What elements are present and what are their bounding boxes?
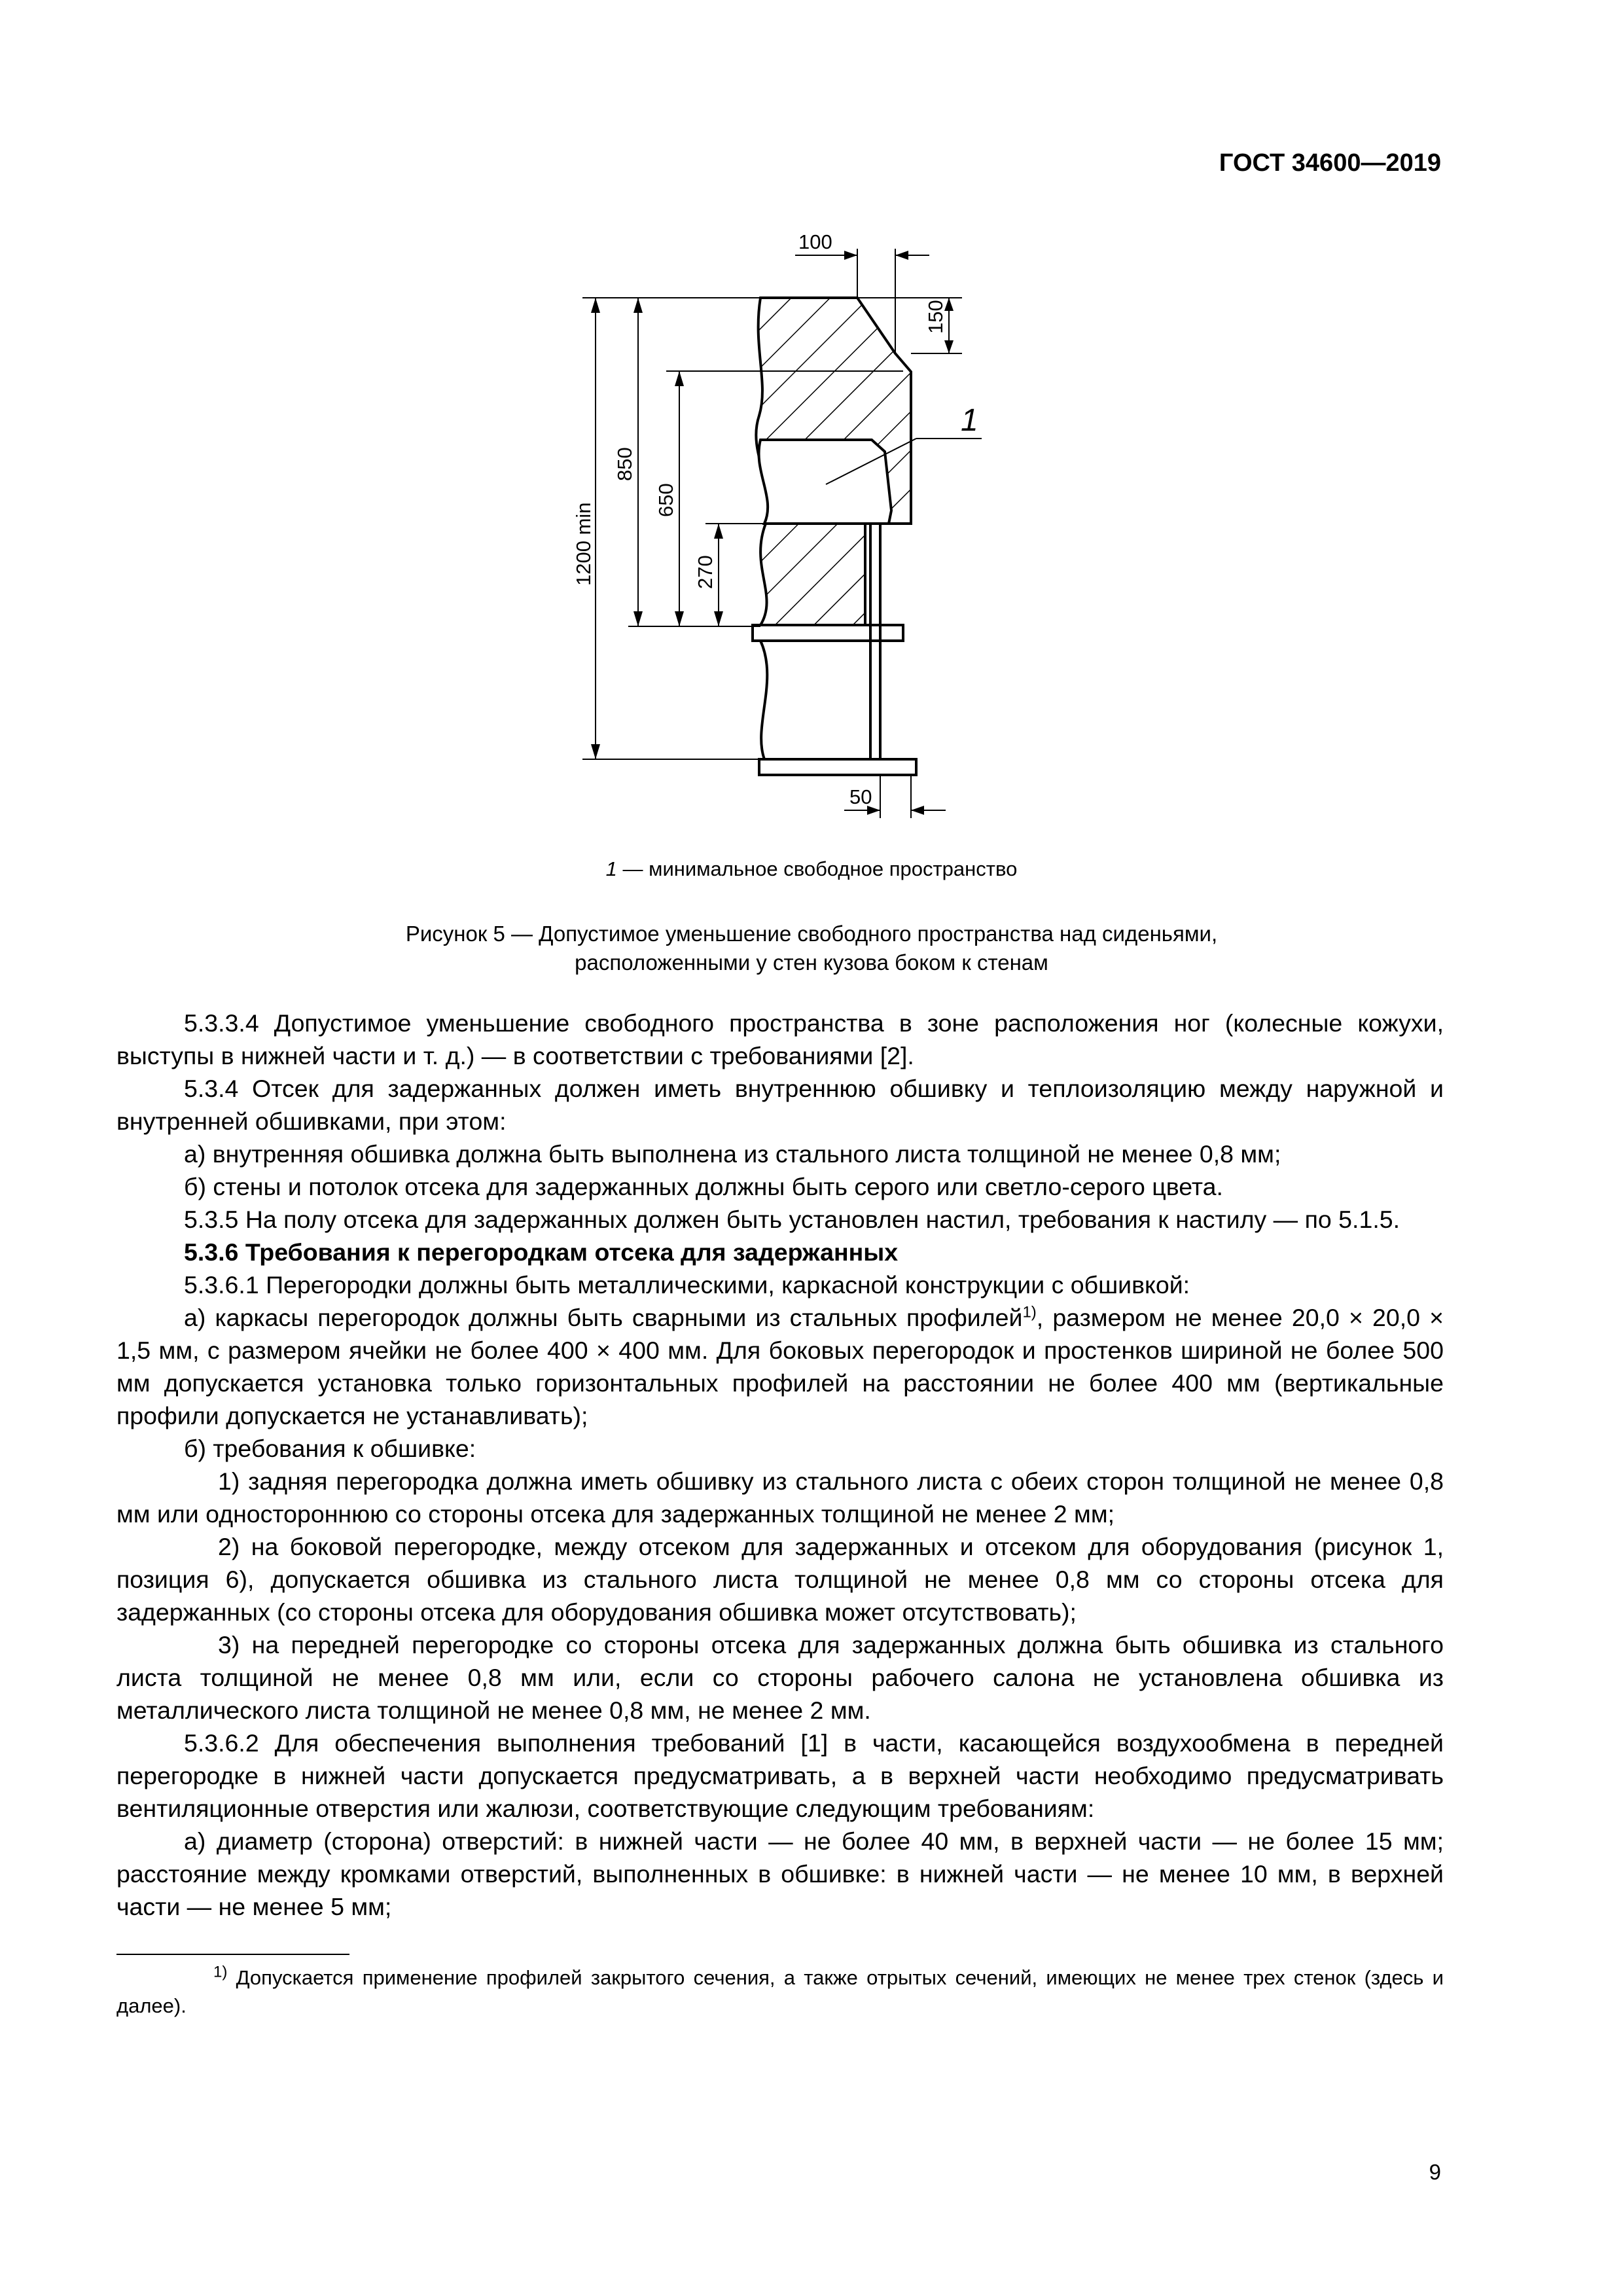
paragraph-5-3-6-2: 5.3.6.2 Для обеспечения выполнения требований [1] в части, касающейся воздухообмена в передней перегородке в нижней части допускается предусматривать, а в верхней части необходимо предусматривать вентиляционные отверстия или жалюзи, соответствующие следующим требованиям: <box>116 1729 1444 1822</box>
paragraph-5-3-5: 5.3.5 На полу отсека для задержанных должен быть установлен настил, требования к настилу — по 5.1.5. <box>184 1206 1400 1233</box>
paragraph-5-3-6-2-a: а) диаметр (сторона) отверстий: в нижней части — не более 40 мм, в верхней части — не более 15 мм; расстояние между кромками отверстий, выполненных в обшивке: в нижней части — не менее 10 мм, в верхней части — не менее 5 мм; <box>116 1827 1444 1920</box>
dim-1200-min: 1200 min <box>572 502 595 586</box>
paragraph-a-end: , размером не менее 20,0 × 20,0 × 1,5 мм, с размером ячейки не более 400 × 400 мм. Для боковых перегородок и простенков шириной не более 500 мм допускается установка только горизонтальных профилей на расстоянии не более 400 мм (вертикальные профили допускается не устанавливать); <box>116 1304 1444 1429</box>
footnote-ref: 1) <box>1022 1303 1037 1321</box>
paragraph-5-3-4-b: б) стены и потолок отсека для задержанных должны быть серого или светло-серого цвета. <box>184 1173 1223 1200</box>
paragraph-5-3-6-1-b: б) требования к обшивке: <box>184 1435 476 1462</box>
footnote-text: Допускается применение профилей закрытого сечения, а также отрытых сечений, имеющих не менее трех стенок (здесь и далее). <box>116 1966 1444 2017</box>
dim-50: 50 <box>849 785 872 808</box>
paragraph-5-3-3-4: 5.3.3.4 Допустимое уменьшение свободного пространства в зоне расположения ног (колесные кожухи, выступы в нижней части и т. д.) — в соответствии с требованиями [2]. <box>116 1009 1444 1069</box>
paragraph-5-3-6-1: 5.3.6.1 Перегородки должны быть металлическими, каркасной конструкции с обшивкой: <box>184 1271 1190 1299</box>
caption-line-1: Рисунок 5 — Допустимое уменьшение свободного пространства над сиденьями, <box>405 922 1218 946</box>
free-space-zone <box>758 440 891 524</box>
figure-legend <box>0 857 1623 881</box>
floor-plate <box>759 759 916 775</box>
footnote-marker: 1) <box>213 1963 228 1981</box>
list-item-2: 2) на боковой перегородке, между отсеком для задержанных и отсеком для оборудования (рисунок 1, позиция 6), допускается обшивка из стального листа толщиной не менее 0,8 мм со стороны отсека для задержанных (со стороны отсека для оборудования обшивка может отсутствовать); <box>116 1533 1444 1626</box>
figure-caption <box>0 920 1623 977</box>
section-heading-5-3-6: 5.3.6 Требования к перегородкам отсека для задержанных <box>184 1238 899 1266</box>
paragraph-5-3-4: 5.3.4 Отсек для задержанных должен иметь внутреннюю обшивку и теплоизоляцию между наружной и внутренней обшивками, при этом: <box>116 1075 1444 1135</box>
document-header: ГОСТ 34600—2019 <box>1219 149 1441 177</box>
dim-270: 270 <box>694 555 717 589</box>
figure-5 <box>0 0 1623 903</box>
caption-line-2: расположенными у стен кузова боком к стенам <box>575 950 1048 975</box>
seat-lower-section <box>760 524 865 625</box>
dim-850: 850 <box>613 447 636 481</box>
callout-1: 1 <box>961 403 978 438</box>
paragraph-5-3-6-1-a <box>116 1301 1444 1432</box>
legend-number: 1 <box>605 857 617 880</box>
body-text <box>116 1007 1444 1923</box>
legend-text: — минимальное свободное пространство <box>616 857 1018 880</box>
footnote-divider <box>116 1954 349 1955</box>
list-item-1: 1) задняя перегородка должна иметь обшивку из стального листа с обеих сторон толщиной не менее 0,8 мм или одностороннюю со стороны отсека для задержанных толщиной не менее 2 мм; <box>116 1467 1444 1528</box>
dim-650: 650 <box>654 483 677 517</box>
figure-drawing <box>0 0 1623 903</box>
paragraph-5-3-4-a: а) внутренняя обшивка должна быть выполнена из стального листа толщиной не менее 0,8 мм; <box>184 1140 1281 1168</box>
footnote <box>116 1964 1444 2020</box>
dim-150: 150 <box>924 300 947 334</box>
list-item-3: 3) на передней перегородке со стороны отсека для задержанных должна быть обшивка из стального листа толщиной не менее 0,8 мм или, если со стороны рабочего салона не установлена обшивка из металлического листа толщиной не менее 0,8 мм, не менее 2 мм. <box>116 1631 1444 1724</box>
dim-100: 100 <box>798 230 832 253</box>
paragraph-a-start: а) каркасы перегородок должны быть сварными из стальных профилей <box>184 1304 1023 1331</box>
page-number: 9 <box>1429 2160 1441 2184</box>
